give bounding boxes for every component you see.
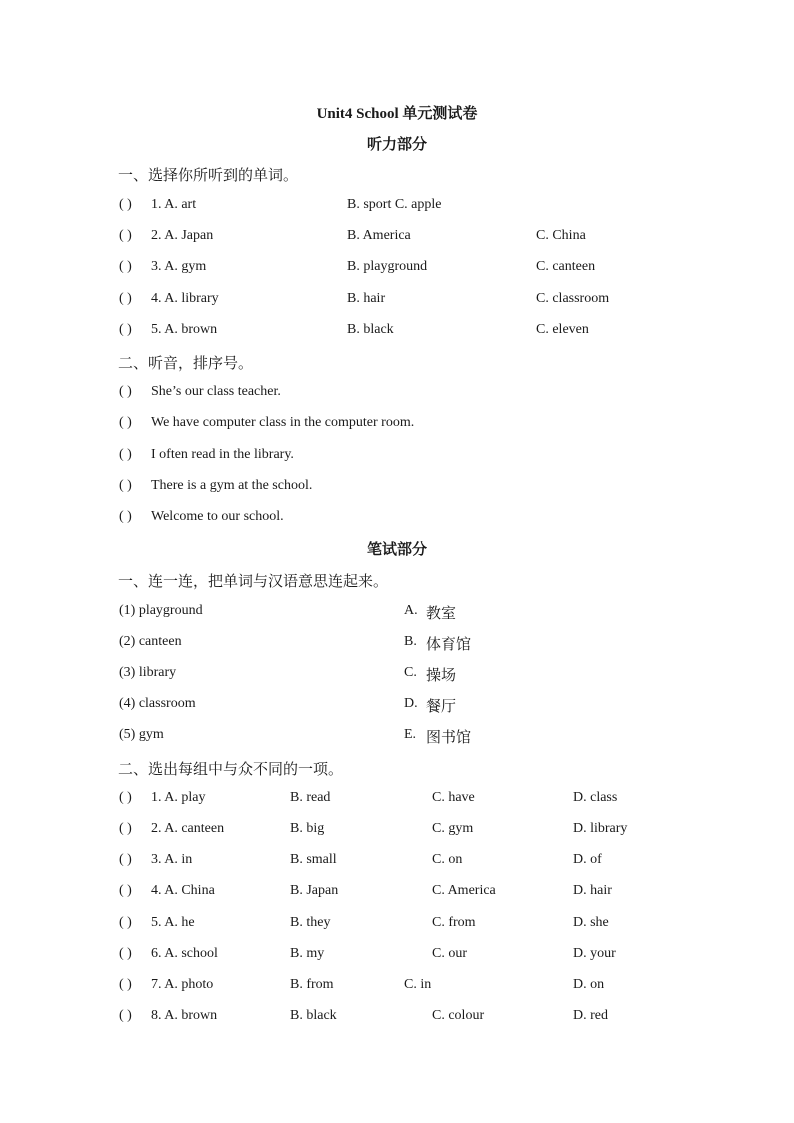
answer-blank: ( )	[119, 852, 132, 867]
option-a: 3. A. gym	[151, 259, 207, 274]
option-a: 5. A. brown	[151, 322, 218, 337]
answer-blank: ( )	[119, 197, 132, 212]
option-a: 2. A. canteen	[151, 821, 225, 836]
option-b: B. hair	[347, 291, 386, 306]
answer-blank: ( )	[119, 228, 132, 243]
chinese-meaning: 操场	[426, 666, 457, 684]
option-b: B. my	[290, 946, 325, 961]
written-section-title: 笔试部分	[366, 542, 427, 558]
option-a: 4. A. China	[151, 883, 215, 898]
answer-blank: ( )	[119, 790, 132, 805]
answer-blank: ( )	[119, 478, 132, 493]
option-a: 2. A. Japan	[151, 228, 214, 243]
option-c: C. in	[404, 977, 432, 992]
option-b: B. black	[290, 1008, 337, 1023]
option-d: D. on	[573, 977, 605, 992]
option-c: C. colour	[432, 1008, 485, 1023]
chinese-meaning: 教室	[426, 604, 457, 622]
option-b: B. playground	[347, 259, 428, 274]
option-c: C. China	[536, 228, 586, 243]
english-word: (4) classroom	[119, 696, 196, 711]
option-letter: C.	[404, 665, 417, 680]
option-b: B. America	[347, 228, 411, 243]
answer-blank: ( )	[119, 821, 132, 836]
option-a: 6. A. school	[151, 946, 218, 961]
sentence: She’s our class teacher.	[151, 384, 281, 399]
option-b: B. small	[290, 852, 337, 867]
sentence: We have computer class in the computer room.	[151, 415, 415, 430]
option-a: 1. A. art	[151, 197, 197, 212]
option-b: B. sport C. apple	[347, 197, 442, 212]
written-part1-heading: 一、连一连，把单词与汉语意思连起来。	[118, 572, 389, 590]
option-d: D. hair	[573, 883, 612, 898]
option-c: C. canteen	[536, 259, 596, 274]
option-letter: E.	[404, 727, 417, 742]
english-word: (1) playground	[119, 603, 203, 618]
listening-section-title: 听力部分	[366, 137, 427, 153]
option-a: 5. A. he	[151, 915, 195, 930]
option-c: C. gym	[432, 821, 474, 836]
option-d: D. red	[573, 1008, 608, 1023]
option-c: C. America	[432, 883, 496, 898]
option-b: B. black	[347, 322, 394, 337]
answer-blank: ( )	[119, 415, 132, 430]
option-letter: B.	[404, 634, 417, 649]
written-part2-heading: 二、选出每组中与众不同的一项。	[118, 760, 344, 778]
option-d: D. library	[573, 821, 628, 836]
option-b: B. they	[290, 915, 331, 930]
sentence: There is a gym at the school.	[151, 478, 313, 493]
sentence: I often read in the library.	[151, 447, 294, 462]
answer-blank: ( )	[119, 322, 132, 337]
option-letter: A.	[404, 603, 418, 618]
option-a: 4. A. library	[151, 291, 219, 306]
option-a: 7. A. photo	[151, 977, 214, 992]
option-c: C. from	[432, 915, 476, 930]
option-c: C. have	[432, 790, 475, 805]
answer-blank: ( )	[119, 946, 132, 961]
option-c: C. our	[432, 946, 467, 961]
option-c: C. eleven	[536, 322, 589, 337]
english-word: (5) gym	[119, 727, 164, 742]
option-d: D. your	[573, 946, 616, 961]
option-d: D. she	[573, 915, 609, 930]
page-title: Unit4 School 单元测试卷	[316, 106, 478, 122]
option-c: C. on	[432, 852, 463, 867]
option-a: 3. A. in	[151, 852, 193, 867]
answer-blank: ( )	[119, 259, 132, 274]
chinese-meaning: 图书馆	[426, 728, 472, 746]
answer-blank: ( )	[119, 977, 132, 992]
option-b: B. read	[290, 790, 331, 805]
chinese-meaning: 体育馆	[426, 635, 472, 653]
sentence: Welcome to our school.	[151, 509, 284, 524]
listening-part2-heading: 二、听音，排序号。	[118, 354, 254, 372]
answer-blank: ( )	[119, 291, 132, 306]
answer-blank: ( )	[119, 883, 132, 898]
option-c: C. classroom	[536, 291, 610, 306]
listening-part1-heading: 一、选择你所听到的单词。	[118, 166, 299, 184]
answer-blank: ( )	[119, 447, 132, 462]
english-word: (2) canteen	[119, 634, 182, 649]
option-b: B. big	[290, 821, 325, 836]
option-b: B. from	[290, 977, 334, 992]
answer-blank: ( )	[119, 384, 132, 399]
option-d: D. of	[573, 852, 602, 867]
option-a: 8. A. brown	[151, 1008, 218, 1023]
option-d: D. class	[573, 790, 618, 805]
answer-blank: ( )	[119, 509, 132, 524]
option-a: 1. A. play	[151, 790, 206, 805]
answer-blank: ( )	[119, 915, 132, 930]
option-b: B. Japan	[290, 883, 339, 898]
option-letter: D.	[404, 696, 418, 711]
answer-blank: ( )	[119, 1008, 132, 1023]
chinese-meaning: 餐厅	[426, 697, 457, 715]
english-word: (3) library	[119, 665, 177, 680]
